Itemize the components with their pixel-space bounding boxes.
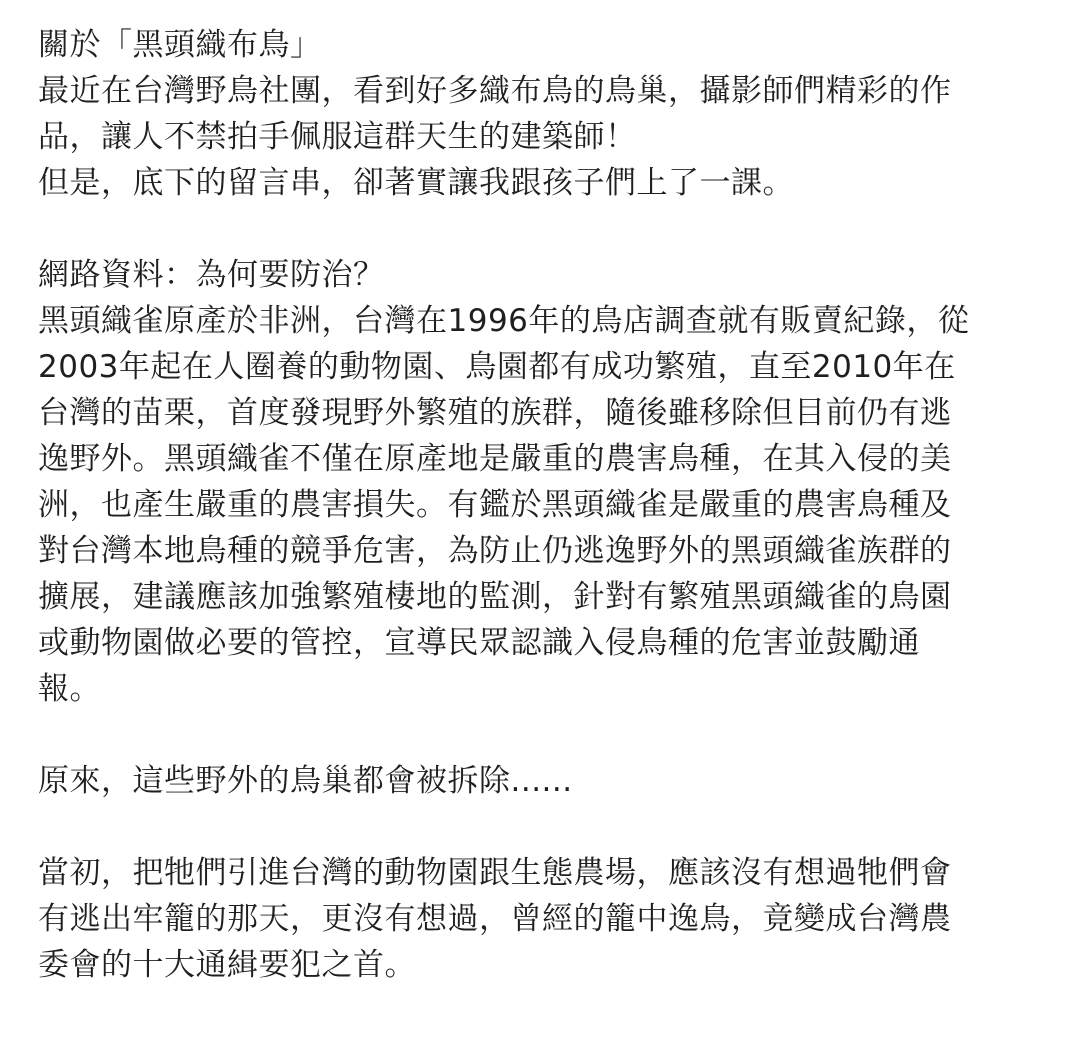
paragraph-line: 洲，也產生嚴重的農害損失。有鑑於黑頭織雀是嚴重的農害鳥種及 (38, 487, 952, 523)
paragraph-line: 但是，底下的留言串，卻著實讓我跟孩子們上了一課。 (38, 165, 794, 201)
paragraph-line: 品，讓人不禁拍手佩服這群天生的建築師！ (38, 119, 637, 155)
paragraph-line: 2003年起在人圈養的動物園、鳥園都有成功繁殖，直至2010年在 (38, 349, 956, 385)
post-title-line: 關於「黑頭織布鳥」 (38, 27, 322, 63)
blank-line (38, 804, 1048, 850)
paragraph-line: 委會的十大通緝要犯之首。 (38, 947, 416, 983)
paragraph-line: 原來，這些野外的鳥巢都會被拆除...... (38, 763, 573, 799)
paragraph-line: 當初，把牠們引進台灣的動物園跟生態農場，應該沒有想過牠們會 (38, 855, 952, 891)
post-text (38, 22, 1048, 988)
paragraph-line: 有逃出牢籠的那天，更沒有想過，曾經的籠中逸鳥，竟變成台灣農 (38, 901, 952, 937)
section-heading-line: 網路資料：為何要防治？ (38, 257, 385, 293)
paragraph-line: 黑頭織雀原產於非洲，台灣在1996年的鳥店調查就有販賣紀錄，從 (38, 303, 970, 339)
paragraph-line: 台灣的苗栗，首度發現野外繁殖的族群，隨後雖移除但目前仍有逃 (38, 395, 952, 431)
paragraph-line: 或動物園做必要的管控，宣導民眾認識入侵鳥種的危害並鼓勵通 (38, 625, 920, 661)
blank-line (38, 206, 1048, 252)
paragraph-line: 逸野外。黑頭織雀不僅在原產地是嚴重的農害鳥種，在其入侵的美 (38, 441, 952, 477)
paragraph-line: 最近在台灣野鳥社團，看到好多織布鳥的鳥巢，攝影師們精彩的作 (38, 73, 952, 109)
paragraph-line: 對台灣本地鳥種的競爭危害，為防止仍逃逸野外的黑頭織雀族群的 (38, 533, 952, 569)
blank-line (38, 712, 1048, 758)
paragraph-line: 擴展，建議應該加強繁殖棲地的監測，針對有繁殖黑頭織雀的鳥園 (38, 579, 952, 615)
paragraph-line: 報。 (38, 671, 101, 707)
